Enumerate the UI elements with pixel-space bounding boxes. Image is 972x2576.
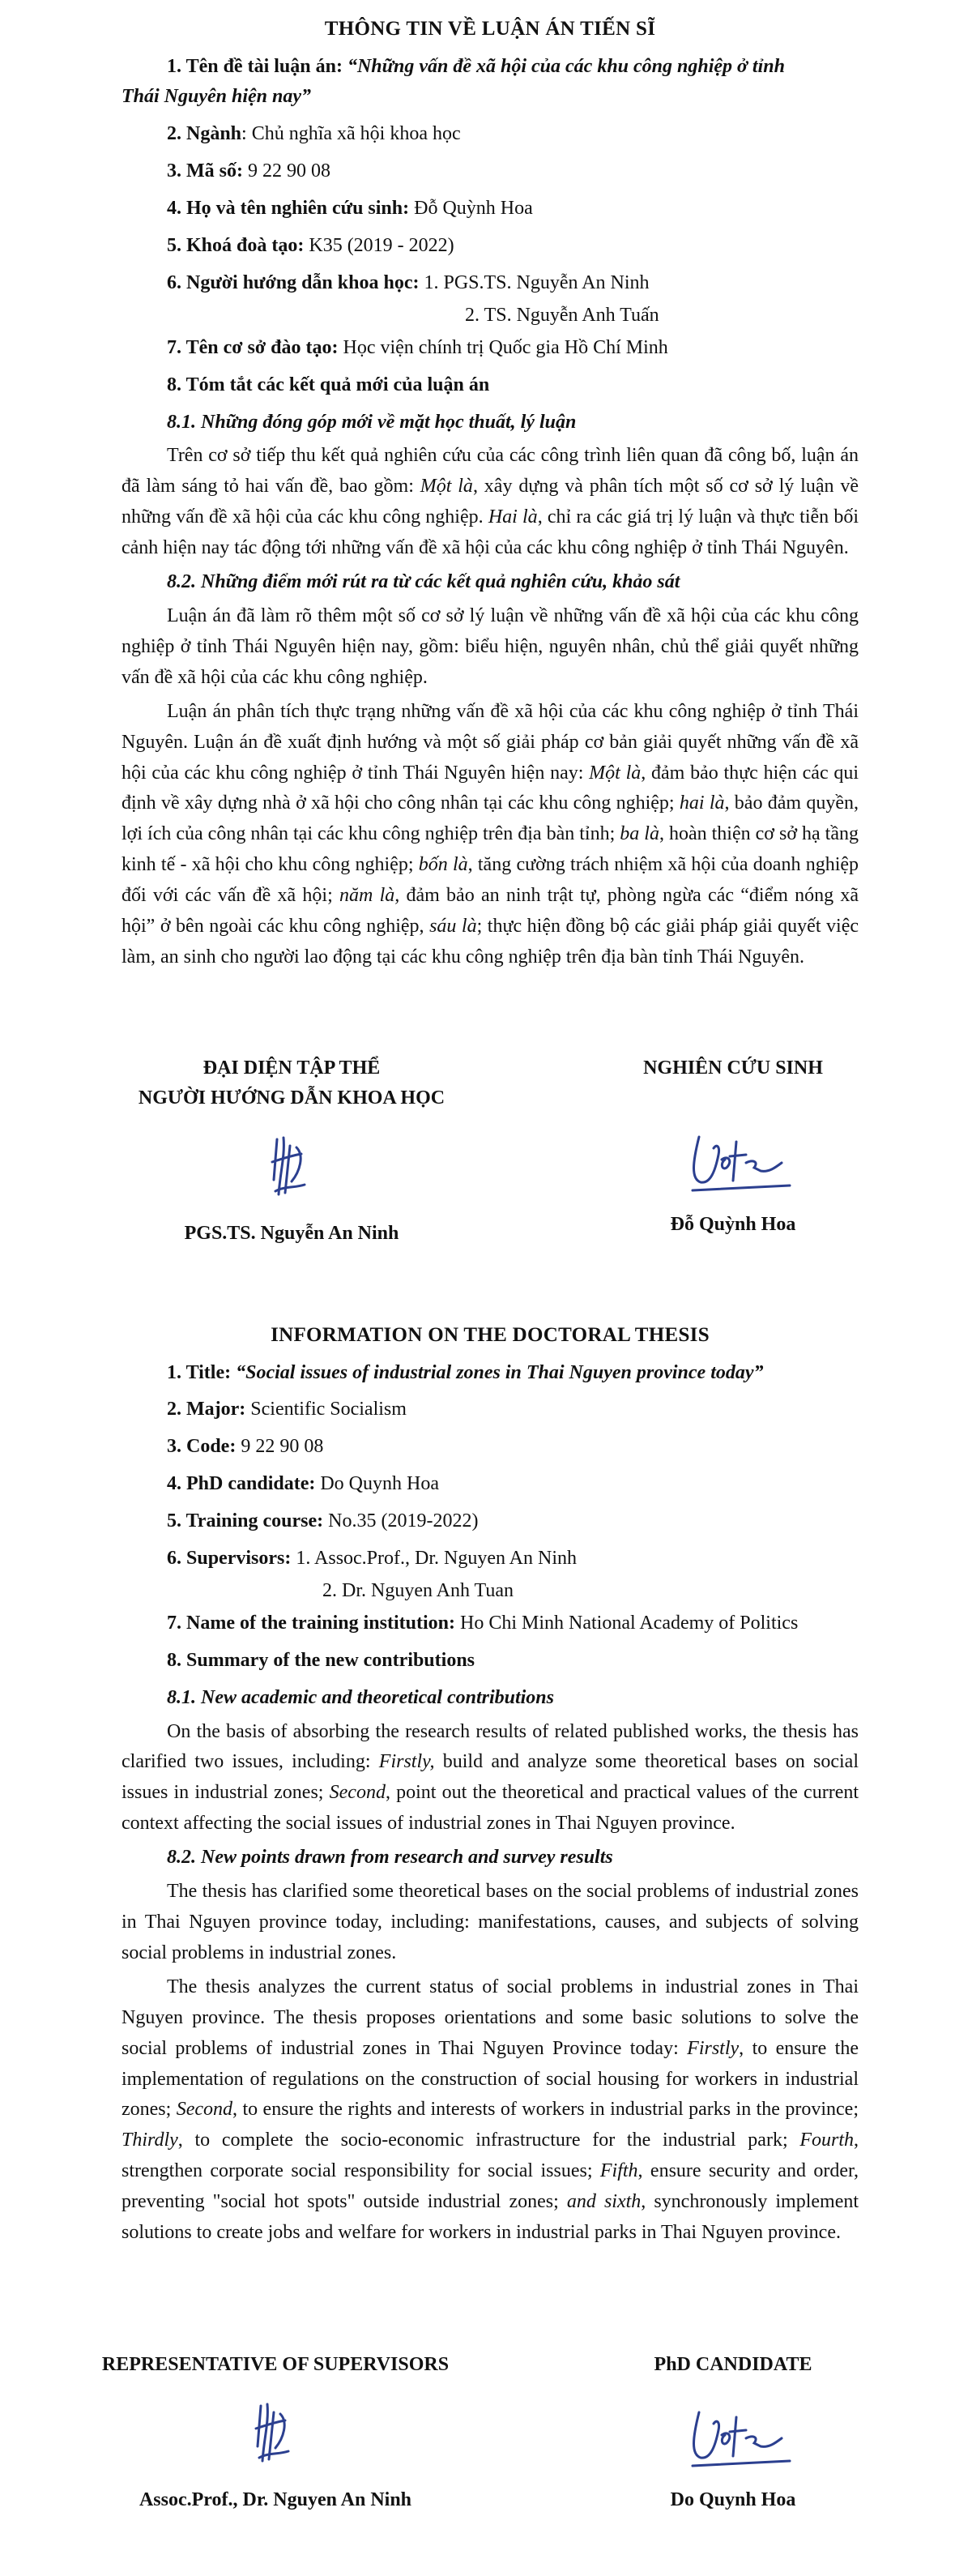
vn-item-code	[122, 156, 859, 187]
en-subheading-8-1: 8.1. New academic and theoretical contributions	[167, 1686, 554, 1708]
en-p81-emph-2: Second	[329, 1782, 386, 1804]
vn-item3-value: 9 22 90 08	[247, 160, 330, 182]
en-item-candidate	[122, 1469, 859, 1500]
en-item8-label: 8. Summary of the new contributions	[167, 1649, 475, 1671]
en-p82-emph-1: Firstly	[687, 2037, 740, 2059]
vn-item3-label: 3. Mã số:	[167, 160, 243, 182]
en-sig-right-role: PhD CANDIDATE	[654, 2354, 812, 2375]
en-item-summary	[122, 1646, 859, 1677]
en-paragraph-8-2-1: The thesis has clarified some theoretical bases on the social problems of industrial zones in Thai Nguyen province today, including: manifestations, causes, and subjects of solving social problems in industrial zones.	[122, 1881, 859, 1963]
vn-supervisor-signature	[81, 1053, 502, 1250]
vn-p82-emph-2: hai là	[679, 792, 725, 814]
en-item6-value2: 2. Dr. Nguyen Anh Tuan	[322, 1579, 514, 1601]
en-subheading-8-2: 8.2. New points drawn from research and survey results	[167, 1847, 613, 1869]
vn-paragraph-8-2-1: Luận án đã làm rõ thêm một số cơ sở lý luận về những vấn đề xã hội của các khu công nghiệp ở tỉnh Thái Nguyên hiện nay, gồm: biểu hiện, nguyên nhân, chủ thể giải quyết những vấn đề xã hội của các khu công nghiệp.	[122, 605, 859, 688]
en-item1-value: “Social issues of industrial zones in Thai Nguyen province today”	[236, 1361, 764, 1383]
en-item2-label: 2. Major:	[167, 1399, 246, 1420]
en-item6-label: 6. Supervisors:	[167, 1548, 292, 1570]
vn-paragraph-8-1	[122, 441, 859, 564]
vn-item7-label: 7. Tên cơ sở đào tạo:	[167, 336, 339, 358]
en-paragraph-8-1	[122, 1717, 859, 1840]
en-candidate-signature	[599, 2350, 867, 2516]
en-item4-value: Do Quynh Hoa	[320, 1473, 439, 1495]
vn-p81-text-b: , xây dựng và phân tích một số cơ sở lý luận về những vấn đề xã hội của các khu công nghiệp.	[122, 476, 859, 528]
vn-item-supervisors	[122, 268, 859, 299]
en-p82-text-d: , to complete the socio-economic infrastructure for the industrial park;	[177, 2130, 788, 2151]
en-p82-text-c: , to ensure the rights and interests of workers in industrial parks in the province;	[232, 2099, 859, 2121]
vn-p82-emph-6: sáu là	[429, 916, 477, 938]
en-item-major	[122, 1395, 859, 1425]
en-item6-value1: 1. Assoc.Prof., Dr. Nguyen An Ninh	[296, 1548, 578, 1570]
en-sig-right-name: Do Quynh Hoa	[670, 2489, 796, 2511]
en-heading: INFORMATION ON THE DOCTORAL THESIS	[271, 1324, 710, 1346]
vn-item5-value: K35 (2019 - 2022)	[309, 235, 454, 257]
vn-p82-text-g: đảm bảo an ninh trật tự, phòng ngừa các “điểm nóng xã hội” ở bên ngoài các khu công nghiệp,	[122, 885, 859, 938]
vn-item6-value2: 2. TS. Nguyễn Anh Tuấn	[465, 304, 659, 326]
en-item-course	[122, 1506, 859, 1537]
vn-item1-value-a: “Những vấn đề xã hội của các khu công nghiệp ở tỉnh	[347, 55, 785, 77]
vn-subheading-8-2: 8.2. Những điểm mới rút ra từ các kết quả nghiên cứu, khảo sát	[167, 571, 680, 593]
vn-sig-left-role2: NGƯỜI HƯỚNG DẪN KHOA HỌC	[138, 1087, 446, 1109]
en-paragraph-8-2-2	[122, 1972, 859, 2249]
vn-item-candidate	[122, 194, 859, 224]
vn-item-course	[122, 231, 859, 262]
en-item4-label: 4. PhD candidate:	[167, 1473, 316, 1495]
vn-p81-emph-2: Hai là	[488, 506, 538, 528]
vn-paragraph-8-2-2	[122, 697, 859, 973]
en-p82-emph-2: Second	[176, 2099, 233, 2121]
en-supervisor-signature	[65, 2350, 486, 2516]
english-section	[122, 1319, 859, 2252]
vn-item1-label: 1. Tên đề tài luận án:	[167, 55, 343, 77]
vn-p82-text-c: , bảo đảm quyền, lợi ích của công nhân tại các khu công nghiệp trên địa bàn tỉnh;	[122, 792, 859, 845]
vn-p82-text-d: , hoàn thiện cơ sở hạ tầng kinh tế - xã hội cho khu công nghiệp;	[122, 823, 859, 876]
en-item-supervisors	[122, 1544, 859, 1574]
vn-subheading-8-1: 8.1. Những đóng góp mới về mặt học thuất, lý luận	[167, 411, 577, 433]
vn-p82-text-h: ; thực hiện đồng bộ các giải pháp giải quyết việc làm, an sinh cho người lao động tại các khu công nghiệp trên địa bàn tỉnh Thái Nguyên.	[122, 916, 859, 968]
vn-item5-label: 5. Khoá đoà tạo:	[167, 235, 305, 257]
en-item5-value: No.35 (2019-2022)	[328, 1510, 479, 1532]
vn-item2-label: 2. Ngành	[167, 123, 242, 145]
vn-p82-emph-3: ba là	[620, 823, 659, 845]
vn-p82-text-a: Luận án phân tích thực trạng những vấn đề xã hội của các khu công nghiệp ở tỉnh Thái Nguyên. Luận án đề xuất định hướng và một số giải pháp cơ bản giải quyết những vấn đề xã hội của các khu công nghiệp ở tỉnh Thái Nguyên hiện nay:	[122, 700, 859, 784]
candidate-signature-icon	[668, 1114, 798, 1203]
en-p82-emph-4: Fourth	[799, 2130, 855, 2151]
vn-p81-emph-1: Một là	[420, 476, 473, 498]
en-item1-label: 1. Title:	[167, 1361, 232, 1383]
en-p82-text-f: , strengthen corporate social responsibility for social issues;	[122, 2130, 859, 2182]
vn-heading: THÔNG TIN VỀ LUẬN ÁN TIẾN SĨ	[324, 18, 656, 40]
supervisor-signature-icon	[227, 1123, 356, 1212]
vn-item-institution	[122, 333, 859, 364]
en-p81-text-b: build and analyze some theoretical bases on social issues in industrial zones;	[122, 1751, 859, 1804]
en-item5-label: 5. Training course:	[167, 1510, 324, 1532]
vn-item-summary	[122, 370, 859, 401]
en-p82-text-h: , synchronously implement solutions to create jobs and welfare for workers in industrial parks in Thai Nguyen province.	[122, 2191, 859, 2244]
en-sig-left-name: Assoc.Prof., Dr. Nguyen An Ninh	[139, 2489, 412, 2511]
vn-candidate-signature	[599, 1053, 867, 1241]
en-item-code	[122, 1432, 859, 1463]
vn-sig-right-name: Đỗ Quỳnh Hoa	[670, 1214, 796, 1236]
vn-p81-text-a: Trên cơ sở tiếp thu kết quả nghiên cứu của các công trình liên quan đã công bố, luận án đã làm sáng tỏ hai vấn đề, bao gồm:	[122, 445, 859, 498]
en-item3-value: 9 22 90 08	[241, 1436, 324, 1458]
vn-item-major	[122, 119, 859, 150]
en-p82-emph-5: Fifth	[599, 2160, 638, 2182]
vn-p82-text-b: , đảm bảo thực hiện các qui định về xây dựng nhà ở xã hội cho công nhân tại các khu công nghiệp;	[122, 762, 859, 814]
en-item-institution	[122, 1608, 859, 1639]
candidate-signature-icon	[668, 2390, 798, 2479]
vn-p82-emph-1: Một là	[589, 762, 642, 784]
vn-item4-value: Đỗ Quỳnh Hoa	[414, 198, 533, 220]
vietnamese-section	[122, 13, 859, 976]
en-item7-label: 7. Name of the training institution:	[167, 1612, 455, 1634]
en-p81-text-c: , point out the theoretical and practical values of the current context affecting the social issues of industrial zones in Thai Nguyen province.	[122, 1782, 859, 1835]
vn-item2-value: : Chủ nghĩa xã hội khoa học	[241, 123, 461, 145]
en-item2-value: Scientific Socialism	[250, 1399, 407, 1420]
vn-item-title	[122, 52, 859, 83]
vn-p82-emph-5: năm là,	[339, 885, 400, 907]
vn-p82-text-f: , tăng cường trách nhiệm xã hội của doanh nghiệp đối với các vấn đề xã hội;	[122, 854, 859, 907]
en-p82-emph-6: and sixth	[566, 2191, 642, 2213]
vn-sig-right-role: NGHIÊN CỨU SINH	[643, 1057, 823, 1079]
vn-item6-value1: 1. PGS.TS. Nguyễn An Ninh	[424, 271, 650, 293]
vn-sig-left-name: PGS.TS. Nguyễn An Ninh	[184, 1223, 399, 1245]
vn-sig-left-role1: ĐẠI DIỆN TẬP THỂ	[202, 1057, 381, 1079]
vn-p82-emph-4: bốn là	[418, 854, 468, 876]
en-p81-emph-1: Firstly,	[378, 1751, 435, 1773]
vn-item4-label: 4. Họ và tên nghiên cứu sinh:	[167, 198, 410, 220]
en-p82-text-b: , to ensure the implementation of regulations on the construction of social housing for workers in industrial zones;	[122, 2037, 859, 2121]
vn-item7-value: Học viện chính trị Quốc gia Hồ Chí Minh	[343, 336, 668, 358]
vn-item6-label: 6. Người hướng dẫn khoa học:	[167, 271, 420, 293]
supervisor-signature-icon	[211, 2390, 340, 2479]
en-p82-text-a: The thesis analyzes the current status of social problems in industrial zones in Thai Nguyen province. The thesis proposes orientations and some basic solutions to solve the social problems of industrial zones in Thai Nguyen Province today:	[122, 1976, 859, 2059]
en-item3-label: 3. Code:	[167, 1436, 237, 1458]
en-p82-emph-3: Thirdly	[122, 2130, 178, 2151]
vn-item1-value-b: Thái Nguyên hiện nay”	[122, 86, 312, 108]
en-p81-text-a: On the basis of absorbing the research results of related published works, the thesis has clarified two issues, including:	[122, 1720, 859, 1773]
vn-item8-label: 8. Tóm tắt các kết quả mới của luận án	[167, 374, 490, 395]
vn-p81-text-c: , chỉ ra các giá trị lý luận và thực tiễn bối cảnh hiện nay tác động tới những vấn đề xã hội của các khu công nghiệp ở tỉnh Thái Nguyên.	[122, 506, 859, 559]
en-p82-text-g: , ensure security and order, preventing "social hot spots" outside industrial zones;	[122, 2160, 859, 2213]
en-item7-value: Ho Chi Minh National Academy of Politics	[460, 1612, 799, 1634]
en-sig-left-role: REPRESENTATIVE OF SUPERVISORS	[101, 2354, 450, 2375]
en-item-title	[122, 1358, 859, 1389]
